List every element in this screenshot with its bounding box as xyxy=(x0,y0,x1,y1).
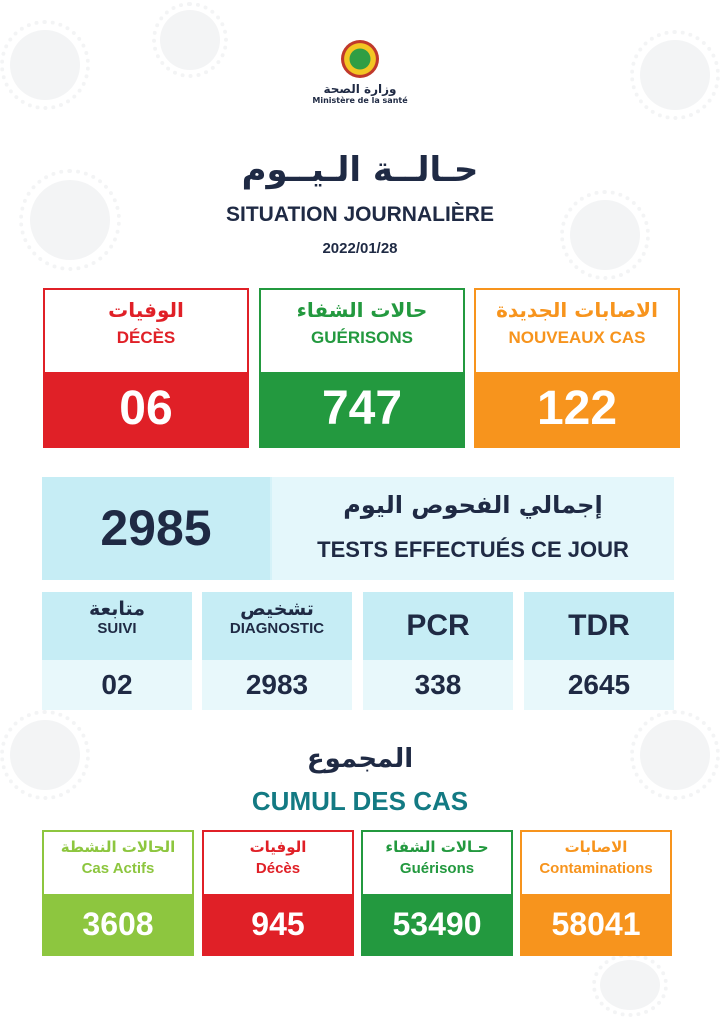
report-date: 2022/01/28 xyxy=(322,240,398,257)
national-seal-icon xyxy=(341,40,379,78)
tests-label-ar: إجمالي الفحوص اليوم xyxy=(343,491,603,519)
tile-value: 2983 xyxy=(202,660,352,710)
card-value: 06 xyxy=(45,372,247,446)
background-virus-icon xyxy=(160,10,220,70)
cumulative-contaminations-card xyxy=(520,830,672,956)
tile-label-ar: تشخيص xyxy=(240,598,314,620)
card-label-fr: Décès xyxy=(255,860,301,877)
tile-label-fr: SUIVI xyxy=(97,620,137,637)
card-value: 945 xyxy=(204,894,352,954)
tests-total-label xyxy=(272,477,674,580)
tests-label-fr: TESTS EFFECTUÉS CE JOUR xyxy=(317,537,629,562)
card-label-ar: الاصابات الجديدة xyxy=(496,298,658,322)
pcr-tile xyxy=(363,592,513,710)
tile-label: TDR xyxy=(568,609,630,642)
tile-value: 2645 xyxy=(524,660,674,710)
tests-total-value: 2985 xyxy=(42,477,270,580)
card-value: 58041 xyxy=(522,894,670,954)
diagnostic-tile xyxy=(202,592,352,710)
card-label-fr: DÉCÈS xyxy=(116,328,176,347)
background-virus-icon xyxy=(640,40,710,110)
daily-recoveries-card xyxy=(259,288,465,448)
tile-label-fr: DIAGNOSTIC xyxy=(229,620,325,637)
daily-deaths-card xyxy=(43,288,249,448)
card-label-fr: Cas Actifs xyxy=(81,860,155,877)
cumulative-active-card xyxy=(42,830,194,956)
cumulative-title-ar: المجموع xyxy=(306,744,414,774)
card-label-fr: NOUVEAUX CAS xyxy=(508,328,646,347)
background-virus-icon xyxy=(10,30,80,100)
cumulative-deaths-card xyxy=(202,830,354,956)
card-value: 3608 xyxy=(44,894,192,954)
page-title-ar: حـالــة الـيــوم xyxy=(241,150,479,190)
tdr-tile xyxy=(524,592,674,710)
card-label-fr: GUÉRISONS xyxy=(310,328,414,347)
card-value: 53490 xyxy=(363,894,511,954)
cumulative-recoveries-card xyxy=(361,830,513,956)
card-label-ar: الحالات النشطة xyxy=(60,838,176,856)
card-label-ar: حالات الشفاء xyxy=(296,298,428,322)
card-label-ar: حـالات الشفاء xyxy=(385,838,489,856)
card-label-ar: الاصابات xyxy=(564,838,628,856)
card-label-fr: Contaminations xyxy=(539,860,653,877)
card-value: 122 xyxy=(476,372,678,446)
background-virus-icon xyxy=(600,960,660,1010)
tile-value: 02 xyxy=(42,660,192,710)
card-label-ar: الوفيات xyxy=(249,838,307,856)
card-value: 747 xyxy=(261,372,463,446)
card-label-ar: الوفيات xyxy=(108,298,184,322)
ministry-name-ar: وزارة الصحة xyxy=(323,82,397,96)
tile-label: PCR xyxy=(406,609,470,642)
tile-value: 338 xyxy=(363,660,513,710)
ministry-logo xyxy=(300,40,420,105)
followup-tile xyxy=(42,592,192,710)
tile-label-ar: متابعة xyxy=(88,598,146,620)
card-label-fr: Guérisons xyxy=(399,860,475,877)
page-title-fr: SITUATION JOURNALIÈRE xyxy=(226,203,494,226)
cumulative-title-fr: CUMUL DES CAS xyxy=(251,786,469,816)
ministry-name-fr: Ministère de la santé xyxy=(312,96,408,105)
daily-new-cases-card xyxy=(474,288,680,448)
